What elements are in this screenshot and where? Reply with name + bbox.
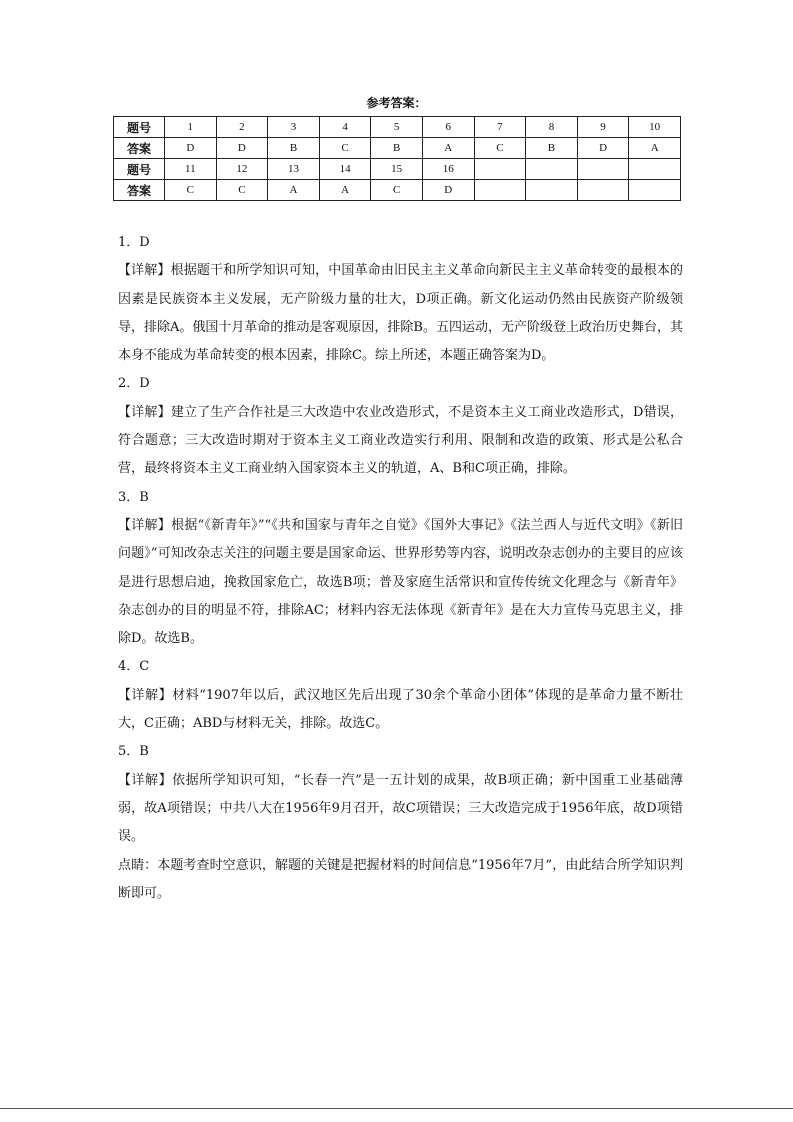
answer-letter-cell: C — [216, 180, 268, 201]
item-explanation: 【详解】依据所学知识可知，“长春一汽”是一五计划的成果，故B项正确；新中国重工业基础薄弱，故A项错误；中共八大在1956年9月召开，故C项错误；三大改造完成于1956年底，故D项错误。 — [118, 772, 683, 845]
item-number: 5．B — [118, 744, 149, 760]
item-number: 2．D — [118, 376, 150, 392]
answer-letter-cell: A — [268, 180, 320, 201]
question-number-cell: 6 — [422, 117, 474, 138]
answer-row — [114, 138, 681, 159]
question-number-cell: 10 — [629, 117, 681, 138]
answer-letter-cell: C — [319, 138, 371, 159]
answer-letter-cell: D — [577, 138, 629, 159]
question-number-cell — [577, 159, 629, 180]
answer-letter-cell: B — [371, 138, 423, 159]
question-number-cell: 9 — [577, 117, 629, 138]
note-paragraph: 点睛：本题考查时空意识，解题的关键是把握材料的时间信息“1956年7月”，由此结合所学知识判断即可。 — [118, 857, 683, 901]
item-number: 3．B — [118, 489, 149, 505]
answer-letter-cell: A — [629, 138, 681, 159]
answer-letter-cell: B — [268, 138, 320, 159]
answer-letter-cell: A — [422, 138, 474, 159]
question-number-cell: 5 — [371, 117, 423, 138]
answer-letter-cell — [474, 180, 526, 201]
answer-header-cell: 答案 — [114, 138, 165, 159]
answer-letter-cell: A — [319, 180, 371, 201]
question-number-cell: 14 — [319, 159, 371, 180]
question-number-cell: 4 — [319, 117, 371, 138]
answer-letter-cell: B — [526, 138, 578, 159]
question-number-cell — [526, 159, 578, 180]
question-number-cell: 7 — [474, 117, 526, 138]
question-number-cell: 15 — [371, 159, 423, 180]
item-number: 4．C — [118, 659, 150, 675]
answer-table — [113, 116, 681, 201]
question-number-cell: 2 — [216, 117, 268, 138]
answer-row — [114, 180, 681, 201]
question-row — [114, 117, 681, 138]
item-explanation: 【详解】根据“《新青年》”“《共和国家与青年之自觉》《国外大事记》《法兰西人与近代文明》《新旧问题》”可知改杂志关注的问题主要是国家命运、世界形势等内容，说明改杂志创办的主要目的应该是进行思想启迪，挽救国家危亡，故选B项；普及家庭生活常识和宣传传统文化理念与《新青年》杂志创办的目的明显不符，排除AC；材料内容无法体现《新青年》是在大力宣传马克思主义，排除D。故选B。 — [118, 517, 683, 647]
question-number-cell — [474, 159, 526, 180]
question-number-cell: 1 — [165, 117, 217, 138]
question-number-cell — [629, 159, 681, 180]
answer-letter-cell — [629, 180, 681, 201]
question-number-cell: 3 — [268, 117, 320, 138]
item-number: 1．D — [118, 235, 150, 250]
question-number-cell: 16 — [422, 159, 474, 180]
question-header-cell: 题号 — [114, 159, 165, 180]
answer-letter-cell: D — [422, 180, 474, 201]
answer-letter-cell: C — [371, 180, 423, 201]
answer-letter-cell: C — [474, 138, 526, 159]
answer-letter-cell: D — [165, 138, 217, 159]
question-number-cell: 13 — [268, 159, 320, 180]
item-explanation: 【详解】材料“1907年以后，武汉地区先后出现了30余个革命小团体”体现的是革命力量不断壮大，C正确；ABD与材料无关，排除。故选C。 — [118, 687, 683, 732]
explanations — [118, 229, 683, 908]
question-number-cell: 12 — [216, 159, 268, 180]
question-header-cell: 题号 — [114, 117, 165, 138]
item-explanation: 【详解】根据题干和所学知识可知，中国革命由旧民主主义革命向新民主主义革命转变的最根本的因素是民族资本主义发展，无产阶级力量的壮大，D项正确。新文化运动仍然由民族资产阶级领导，排除A。俄国十月革命的推动是客观原因，排除B。五四运动，无产阶级登上政治历史舞台，其本身不能成为革命转变的根本因素，排除C。综上所述，本题正确答案为D。 — [118, 263, 683, 364]
answer-letter-cell: D — [216, 138, 268, 159]
footer-divider — [0, 1108, 793, 1109]
answer-letter-cell — [526, 180, 578, 201]
answer-letter-cell — [577, 180, 629, 201]
item-explanation: 【详解】建立了生产合作社是三大改造中农业改造形式，不是资本主义工商业改造形式，D错误，符合题意；三大改造时期对于资本主义工商业改造实行利用、限制和改造的政策、形式是公私合营，最终将资本主义工商业纳入国家资本主义的轨道，A、B和C项正确，排除。 — [118, 404, 683, 477]
page-title: 参考答案： — [366, 96, 427, 110]
question-number-cell: 11 — [165, 159, 217, 180]
answer-header-cell: 答案 — [114, 180, 165, 201]
answer-letter-cell: C — [165, 180, 217, 201]
question-number-cell: 8 — [526, 117, 578, 138]
question-row — [114, 159, 681, 180]
